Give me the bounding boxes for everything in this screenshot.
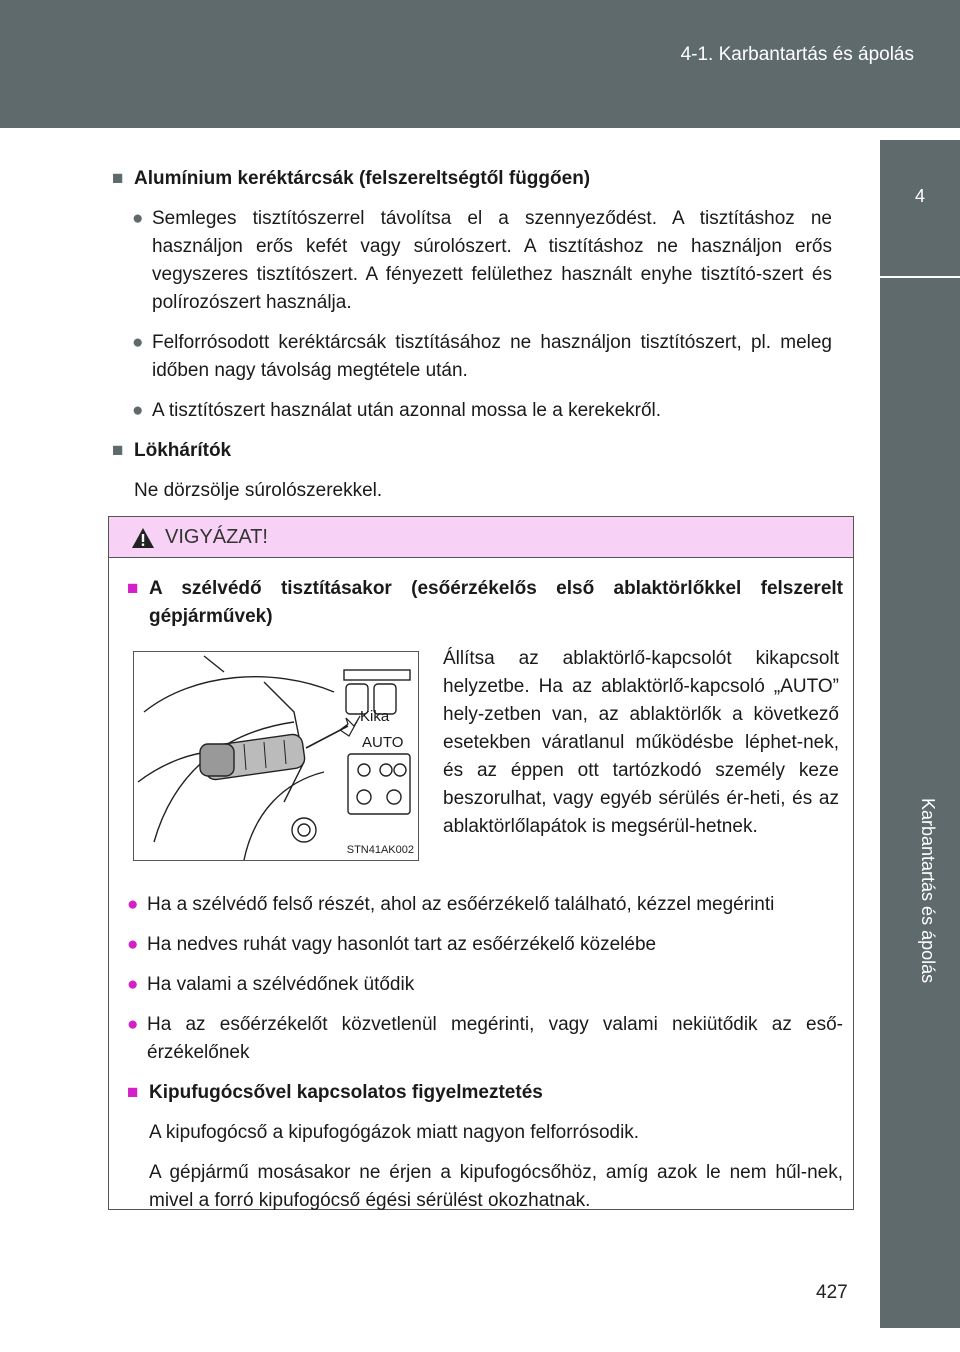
warning-section-text: Kipufugócsővel kapcsolatos figyelmeztetés — [149, 1082, 543, 1103]
page-header — [0, 0, 960, 128]
square-bullet-icon: ■ — [112, 440, 124, 461]
warning-box — [108, 516, 854, 1210]
list-item — [127, 971, 843, 999]
dot-bullet-icon: ● — [127, 974, 139, 995]
list-item — [127, 891, 843, 919]
dot-bullet-icon: ● — [127, 1014, 139, 1035]
figure-label-auto: AUTO — [362, 734, 404, 751]
dot-bullet-icon: ● — [132, 400, 144, 421]
list-item — [132, 329, 832, 385]
list-item-text: Ha valami a szélvédőnek ütődik — [147, 974, 415, 995]
list-item — [127, 1011, 843, 1067]
figure-description: Állítsa az ablaktörlő-kapcsolót kikapcsolt helyzetbe. Ha az ablaktörlő-kapcsoló „AUTO” hely-zetben van, az ablaktörlők a következő esetekben váratlanul működésbe léphet-nek, és az éppen ott tartózkodó személy keze beszorulhat, vagy egyéb sérülés ér-heti, és az ablaktörlőlapátok is megsérül-hetnek. — [443, 648, 839, 837]
list-item — [132, 205, 832, 317]
warning-paragraph: A gépjármű mosásakor ne érjen a kipufogócsőhöz, amíg azok le nem hűl-nek, mivel a forró kipufogócső égési sérülést okozhatnak. — [149, 1162, 843, 1211]
figure-code: STN41AK002 — [346, 844, 414, 856]
warning-list — [127, 891, 843, 1215]
header-title: 4-1. Karbantartás és ápolás — [680, 44, 914, 65]
list-item-text: Felforrósodott keréktárcsák tisztításához ne használjon tisztítószert, pl. meleg időben nagy távolság megtétele után. — [152, 332, 832, 381]
steering-wheel-illustration — [134, 652, 418, 860]
warning-body — [127, 575, 843, 631]
warning-triangle-icon — [131, 527, 155, 549]
square-bullet-icon: ■ — [112, 168, 124, 189]
dot-bullet-icon: ● — [127, 934, 139, 955]
list-item-text: Ha nedves ruhát vagy hasonlót tart az esőérzékelő közelébe — [147, 934, 657, 955]
chapter-strip — [880, 278, 960, 1328]
figure-label-off: Kika — [360, 708, 390, 725]
warning-section-title — [127, 575, 843, 631]
section-text: Ne dörzsölje súrolószerekkel. — [134, 480, 383, 501]
square-bullet-icon: ■ — [127, 1082, 139, 1103]
warning-header — [109, 517, 853, 558]
list-item — [132, 397, 832, 425]
warning-title: VIGYÁZAT! — [165, 526, 268, 548]
square-bullet-icon: ■ — [127, 578, 139, 599]
chapter-label: Karbantartás és ápolás — [918, 798, 938, 984]
list-item — [127, 931, 843, 959]
list-item-text: Semleges tisztítószerrel távolítsa el a szennyeződést. A tisztításhoz ne használjon erős kefét vagy súrolószert. A tisztításhoz ne használjon erős vegyszeres tisztítószert. A fényezett felülethez használt enyhe tisztító-szert és polírozószert használja. — [152, 208, 832, 313]
warning-paragraph: A kipufogócső a kipufogógázok miatt nagyon felforrósodik. — [149, 1122, 640, 1143]
section-title-wheels — [112, 165, 832, 193]
warning-section-title — [127, 1079, 843, 1107]
dot-bullet-icon: ● — [127, 894, 139, 915]
list-item-text: Ha az esőérzékelőt közvetlenül megérinti, vagy valami nekiütődik az eső-érzékelőnek — [147, 1014, 843, 1063]
dot-bullet-icon: ● — [132, 332, 144, 353]
warning-section-text: A szélvédő tisztításakor (esőérzékelős első ablaktörlőkkel felszerelt gépjárművek) — [149, 578, 843, 627]
chapter-number: 4 — [914, 186, 925, 206]
wiper-switch-figure — [133, 651, 419, 861]
page-number: 427 — [816, 1282, 848, 1303]
section-title-text: Alumínium keréktárcsák (felszereltségtől függően) — [134, 168, 591, 189]
dot-bullet-icon: ● — [132, 208, 144, 229]
chapter-tab — [880, 140, 960, 276]
section-title-text: Lökhárítók — [134, 440, 232, 461]
main-content — [112, 165, 832, 505]
list-item-text: Ha a szélvédő felső részét, ahol az esőérzékelő található, kézzel megérinti — [147, 894, 775, 915]
section-title-bumpers — [112, 437, 832, 465]
list-item-text: A tisztítószert használat után azonnal mossa le a kerekekről. — [152, 400, 662, 421]
